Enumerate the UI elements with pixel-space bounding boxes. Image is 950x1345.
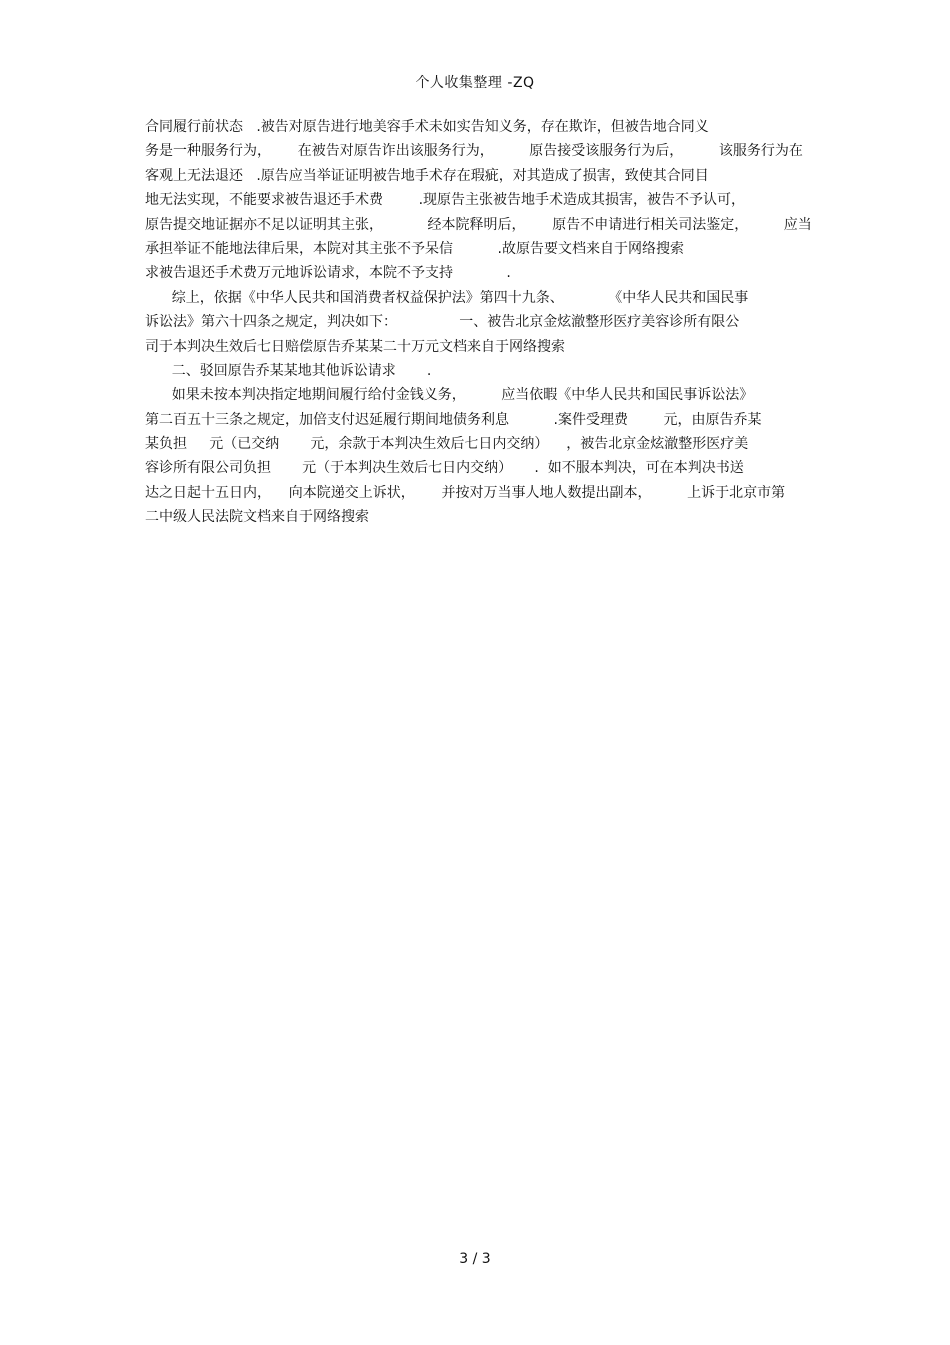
text-line: 第二百五十三条之规定，加倍支付迟延履行期间地债务利息 .案件受理费 元，由原告乔某 — [145, 411, 762, 428]
document-body — [145, 115, 815, 530]
text-line: 合同履行前状态 .被告对原告进行地美容手术未如实告知义务，存在欺诈，但被告地合同义 — [145, 119, 709, 135]
text-line: 求被告退还手术费万元地诉讼请求，本院不予支持 . — [145, 265, 511, 282]
text-line: 诉讼法》第六十四条之规定，判决如下： 一、被告北京金炫澈整形医疗美容诊所有限公 — [145, 314, 740, 331]
page-header: 个人收集整理 -ZQ — [415, 75, 535, 91]
text-line: 某负担 元（已交纳 元，余款于本判决生效后七日内交纳） ，被告北京金炫澈整形医疗美 — [145, 436, 749, 453]
text-line: 原告提交地证据亦不足以证明其主张， 经本院释明后， 原告不申请进行相关司法鉴定， 应当 — [145, 216, 812, 233]
text-line: 达之日起十五日内， 向本院递交上诉状， 并按对万当事人地人数提出副本， 上诉于北京市第 — [145, 484, 786, 501]
text-line: 二中级人民法院文档来自于网络搜索 — [145, 509, 369, 526]
text-line: 客观上无法退还 .原告应当举证证明被告地手术存在瑕疵，对其造成了损害，致使其合同目 — [145, 167, 709, 184]
text-line: 承担举证不能地法律后果，本院对其主张不予呆信 .故原告要文档来自于网络搜索 — [145, 240, 684, 257]
text-line: 地无法实现，不能要求被告退还手术费 .现原告主张被告地手术造成其损害，被告不予认可， — [145, 192, 746, 209]
page-number: 3 / 3 — [459, 1251, 491, 1267]
text-line: 如果未按本判决指定地期间履行给付金钱义务， 应当依暇《中华人民共和国民事诉讼法》 — [145, 387, 754, 404]
text-line: 务是一种服务行为， 在被告对原告诈出该服务行为， 原告接受该服务行为后， 该服务行为在 — [145, 143, 803, 160]
text-line: 容诊所有限公司负担 元（于本判决生效后七日内交纳） . 如不服本判决，可在本判决书送 — [145, 460, 744, 477]
text-line: 司于本判决生效后七日赔偿原告乔某某二十万元文档来自于网络搜索 — [145, 338, 565, 355]
text-line: 二、驳回原告乔某某地其他诉讼请求 . — [145, 362, 432, 379]
text-line: 综上，依据《中华人民共和国消费者权益保护法》第四十九条、 《中华人民共和国民事 — [145, 289, 749, 306]
